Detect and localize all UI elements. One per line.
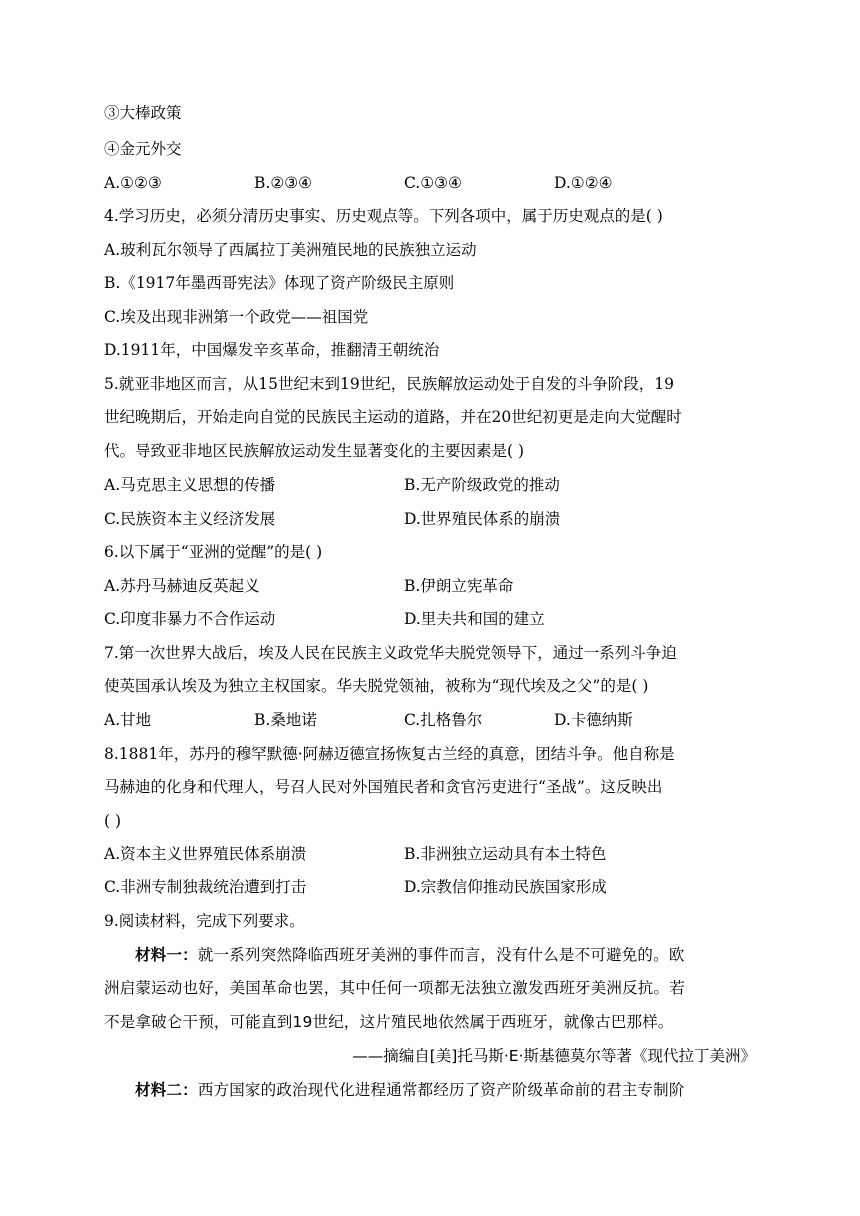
- question-5-stem-line2: 世纪晚期后，开始走向自觉的民族民主运动的道路，并在20世纪初更是走向大觉醒时: [104, 408, 682, 426]
- question-9-stem: 9.阅读材料，完成下列要求。: [104, 912, 305, 930]
- q8-option-b: B.非洲独立运动具有本土特色: [404, 845, 607, 863]
- q4-option-c: C.埃及出现非洲第一个政党——祖国党: [104, 308, 369, 326]
- option-item-4: ④金元外交: [104, 140, 182, 158]
- q8-option-a: A.资本主义世界殖民体系崩溃: [104, 845, 307, 863]
- question-7-stem-line2: 使英国承认埃及为独立主权国家。华夫脱党领袖，被称为“现代埃及之父”的是( ): [104, 677, 649, 695]
- material-1-line2: 洲启蒙运动也好，美国革命也罢，其中任何一项都无法独立激发西班牙美洲反抗。若: [104, 979, 685, 997]
- q7-option-d: D.卡德纳斯: [554, 711, 633, 729]
- q4-option-a: A.玻利瓦尔领导了西属拉丁美洲殖民地的民族独立运动: [104, 241, 477, 259]
- q3-option-b: B.②③④: [254, 174, 313, 192]
- question-8-stem-line1: 8.1881年，苏丹的穆罕默德·阿赫迈德宣扬恢复古兰经的真意，团结斗争。他自称是: [104, 745, 675, 763]
- material-1-text1: 就一系列突然降临西班牙美洲的事件而言，没有什么是不可避免的。欧: [197, 946, 685, 964]
- q7-option-c: C.扎格鲁尔: [404, 711, 483, 729]
- q6-option-b: B.伊朗立宪革命: [404, 577, 514, 595]
- q3-option-c: C.①③④: [404, 174, 462, 192]
- question-6-stem: 6.以下属于“亚洲的觉醒”的是( ): [104, 543, 323, 561]
- option-item-3: ③大棒政策: [104, 104, 182, 122]
- q6-option-c: C.印度非暴力不合作运动: [104, 610, 276, 628]
- material-1-label: 材料一：: [135, 946, 198, 964]
- material-2-line1: [135, 1079, 685, 1101]
- question-8-stem-line2: 马赫迪的化身和代理人，号召人民对外国殖民者和贪官污吏进行“圣战”。这反映出: [104, 778, 663, 796]
- q6-option-a: A.苏丹马赫迪反英起义: [104, 577, 260, 595]
- q3-option-d: D.①②④: [554, 174, 613, 192]
- question-8-stem-line3: ( ): [104, 812, 122, 830]
- q8-option-c: C.非洲专制独裁统治遭到打击: [104, 878, 307, 896]
- q8-option-d: D.宗教信仰推动民族国家形成: [404, 878, 607, 896]
- question-4-stem: 4.学习历史，必须分清历史事实、历史观点等。下列各项中，属于历史观点的是( ): [104, 207, 663, 225]
- question-5-stem-line1: 5.就亚非地区而言，从15世纪末到19世纪，民族解放运动处于自发的斗争阶段，19: [104, 375, 674, 393]
- q5-option-c: C.民族资本主义经济发展: [104, 510, 276, 528]
- q5-option-d: D.世界殖民体系的崩溃: [404, 510, 561, 528]
- q4-option-d: D.1911年，中国爆发辛亥革命，推翻清王朝统治: [104, 341, 440, 359]
- material-1-line1: [135, 944, 685, 966]
- q7-option-b: B.桑地诺: [254, 711, 317, 729]
- q3-option-a: A.①②③: [104, 174, 162, 192]
- material-1-line3: 不是拿破仑干预，可能直到19世纪，这片殖民地依然属于西班牙，就像古巴那样。: [104, 1013, 674, 1031]
- material-2-label: 材料二：: [135, 1081, 198, 1099]
- q5-option-a: A.马克思主义思想的传播: [104, 476, 276, 494]
- q7-option-a: A.甘地: [104, 711, 152, 729]
- material-1-source: ——摘编自[美]托马斯·E·斯基德莫尔等著《现代拉丁美洲》: [352, 1047, 756, 1065]
- q5-option-b: B.无产阶级政党的推动: [404, 476, 560, 494]
- q4-option-b: B.《1917年墨西哥宪法》体现了资产阶级民主原则: [104, 274, 455, 292]
- question-7-stem-line1: 7.第一次世界大战后，埃及人民在民族主义政党华夫脱党领导下，通过一系列斗争迫: [104, 644, 677, 662]
- material-2-text1: 西方国家的政治现代化进程通常都经历了资产阶级革命前的君主专制阶: [197, 1081, 685, 1099]
- question-5-stem-line3: 代。导致亚非地区民族解放运动发生显著变化的主要因素是( ): [104, 442, 525, 460]
- q6-option-d: D.里夫共和国的建立: [404, 610, 545, 628]
